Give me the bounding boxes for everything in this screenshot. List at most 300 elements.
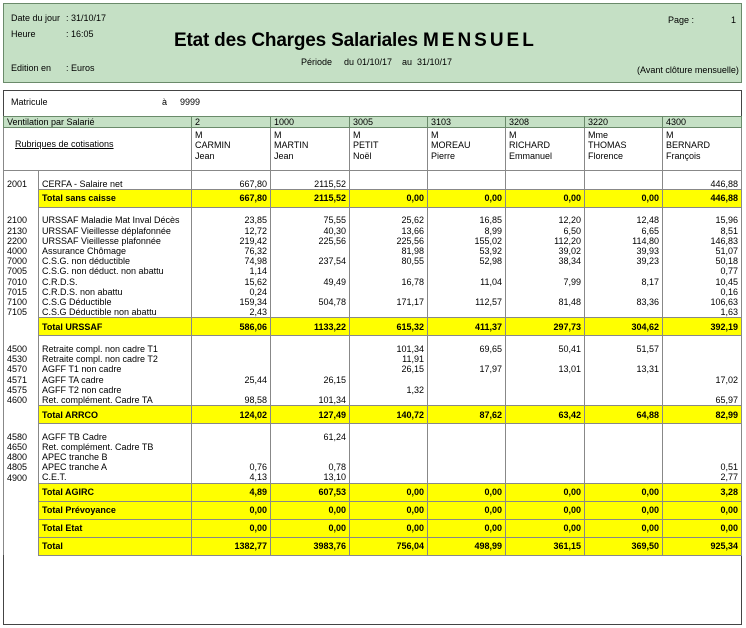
total-code-cell	[4, 519, 39, 537]
rubrique-value: 446,88	[663, 179, 742, 190]
rubrique-code: 4580	[4, 432, 39, 442]
rubrique-value	[350, 452, 428, 462]
matricule-label: Matricule	[11, 97, 48, 107]
total-value: 0,00	[506, 519, 585, 537]
rubrique-value: 16,78	[350, 277, 428, 287]
total-value: 615,32	[350, 318, 428, 336]
table-row	[4, 344, 742, 354]
rubrique-value	[585, 452, 663, 462]
total-value: 411,37	[428, 318, 506, 336]
table-row	[4, 297, 742, 307]
rubrique-value: 52,98	[428, 256, 506, 266]
rubrique-value: 65,97	[663, 395, 742, 406]
total-label: Total	[39, 537, 192, 555]
rubrique-value: 16,85	[428, 215, 506, 225]
rubrique-value	[350, 462, 428, 472]
rubrique-value: 53,92	[428, 246, 506, 256]
rubrique-label: Ret. complément. Cadre TB	[39, 442, 192, 452]
rubrique-value: 81,98	[350, 246, 428, 256]
rubrique-value: 0,24	[192, 287, 271, 297]
rubrique-value: 225,56	[350, 236, 428, 246]
employee-id: 3208	[506, 117, 585, 128]
rubrique-label: C.S.G Déductible non abattu	[39, 307, 192, 318]
rubriques-label: Rubriques de cotisations	[15, 139, 114, 150]
spacer-cell	[4, 171, 39, 179]
rubrique-value	[428, 385, 506, 395]
rubrique-value	[350, 442, 428, 452]
rubrique-value: 11,91	[350, 354, 428, 364]
employee-id: 3220	[585, 117, 663, 128]
period-label: Période	[301, 57, 333, 67]
employee-title: M	[274, 130, 282, 141]
ventilation-label: Ventilation par Salarié	[4, 117, 192, 128]
total-row	[4, 406, 742, 424]
rubrique-value	[428, 432, 506, 442]
rubrique-value	[506, 307, 585, 318]
rubrique-value: 504,78	[271, 297, 350, 307]
page-label: Page :	[668, 15, 695, 25]
spacer-cell	[663, 424, 742, 432]
rubrique-value	[585, 442, 663, 452]
employee-last: THOMAS	[588, 140, 627, 151]
rubrique-value	[428, 354, 506, 364]
rubrique-value	[271, 307, 350, 318]
date-label: Date du jour	[11, 13, 61, 23]
rubrique-value	[506, 375, 585, 385]
rubrique-value: 25,44	[192, 375, 271, 385]
rubrique-value: 39,23	[585, 256, 663, 266]
rubrique-value: 51,07	[663, 246, 742, 256]
rubrique-value	[428, 462, 506, 472]
rubrique-value	[428, 395, 506, 406]
employee-title: M	[195, 130, 203, 141]
spacer-cell	[663, 207, 742, 215]
report-title	[174, 30, 537, 52]
rubrique-value: 74,98	[192, 256, 271, 266]
rubrique-value	[585, 307, 663, 318]
spacer-cell	[271, 171, 350, 179]
rubrique-value	[585, 462, 663, 472]
rubrique-value	[663, 354, 742, 364]
rubrique-value	[271, 364, 350, 374]
table-row	[4, 442, 742, 452]
spacer-cell	[350, 336, 428, 344]
total-row	[4, 501, 742, 519]
rubrique-value	[192, 385, 271, 395]
table-row	[4, 452, 742, 462]
rubrique-value	[271, 246, 350, 256]
rubrique-value	[271, 385, 350, 395]
spacer-cell	[506, 207, 585, 215]
rubrique-label: Ret. complément. Cadre TA	[39, 395, 192, 406]
rubrique-value: 1,32	[350, 385, 428, 395]
rubrique-value	[506, 287, 585, 297]
total-value: 4,89	[192, 483, 271, 501]
employee-name-cell	[350, 128, 428, 171]
rubrique-value	[506, 442, 585, 452]
report-header	[3, 3, 742, 83]
total-value: 304,62	[585, 318, 663, 336]
rubrique-label: URSSAF Vieillesse déplafonnée	[39, 226, 192, 236]
total-value: 0,00	[585, 483, 663, 501]
spacer-cell	[350, 424, 428, 432]
table-row	[4, 266, 742, 276]
total-row	[4, 189, 742, 207]
rubrique-value	[585, 375, 663, 385]
employee-name-cell	[506, 128, 585, 171]
spacer-cell	[506, 171, 585, 179]
total-value: 0,00	[350, 189, 428, 207]
spacer-cell	[192, 424, 271, 432]
rubrique-code: 4650	[4, 442, 39, 452]
rubrique-code: 7000	[4, 256, 39, 266]
total-value: 0,00	[271, 501, 350, 519]
rubrique-value	[506, 472, 585, 483]
rubrique-code: 4900	[4, 472, 39, 483]
status-note: (Avant clôture mensuelle)	[637, 65, 739, 75]
total-value: 3983,76	[271, 537, 350, 555]
spacer-cell	[428, 207, 506, 215]
period-from-label: du	[344, 57, 355, 67]
rubrique-code: 2100	[4, 215, 39, 225]
total-label: Total Etat	[39, 519, 192, 537]
rubrique-value: 13,10	[271, 472, 350, 483]
rubrique-value: 6,65	[585, 226, 663, 236]
matricule-value: 9999	[180, 97, 201, 107]
rubriques-header	[4, 128, 192, 171]
rubrique-value: 146,83	[663, 236, 742, 246]
rubrique-label: C.R.D.S. non abattu	[39, 287, 192, 297]
total-value: 0,00	[585, 189, 663, 207]
rubrique-value: 15,96	[663, 215, 742, 225]
rubrique-value: 1,14	[192, 266, 271, 276]
total-value: 586,06	[192, 318, 271, 336]
total-value: 297,73	[506, 318, 585, 336]
rubrique-label: C.E.T.	[39, 472, 192, 483]
rubrique-value: 25,62	[350, 215, 428, 225]
employee-id: 4300	[663, 117, 742, 128]
employee-name-cell	[271, 128, 350, 171]
rubrique-value: 0,78	[271, 462, 350, 472]
time-value: : 16:05	[66, 29, 94, 39]
rubrique-value	[585, 179, 663, 190]
total-value: 0,00	[350, 519, 428, 537]
rubrique-value: 26,15	[350, 364, 428, 374]
employee-id: 3005	[350, 117, 428, 128]
rubrique-value: 0,16	[663, 287, 742, 297]
rubrique-value: 10,45	[663, 277, 742, 287]
rubrique-value: 38,34	[506, 256, 585, 266]
total-value: 607,53	[271, 483, 350, 501]
rubrique-value	[192, 452, 271, 462]
total-value: 0,00	[192, 501, 271, 519]
date-value: : 31/10/17	[66, 13, 107, 23]
rubrique-value: 155,02	[428, 236, 506, 246]
table-row	[4, 215, 742, 225]
rubrique-value: 0,51	[663, 462, 742, 472]
table-row	[4, 256, 742, 266]
rubrique-value: 80,55	[350, 256, 428, 266]
rubrique-value: 225,56	[271, 236, 350, 246]
rubrique-value: 114,80	[585, 236, 663, 246]
table-row	[4, 375, 742, 385]
spacer-row	[4, 336, 742, 344]
rubrique-value	[350, 179, 428, 190]
matricule-row	[4, 91, 741, 113]
rubrique-code: 7010	[4, 277, 39, 287]
employee-first: Jean	[195, 150, 215, 161]
total-value: 140,72	[350, 406, 428, 424]
total-value: 0,00	[506, 189, 585, 207]
spacer-cell	[39, 171, 192, 179]
rubrique-label: Retraite compl. non cadre T2	[39, 354, 192, 364]
total-value: 0,00	[428, 519, 506, 537]
spacer-cell	[4, 336, 39, 344]
rubrique-code: 4570	[4, 364, 39, 374]
rubrique-value: 15,62	[192, 277, 271, 287]
rubrique-value	[506, 385, 585, 395]
table-row	[4, 472, 742, 483]
total-value: 2115,52	[271, 189, 350, 207]
rubrique-label: AGFF TA cadre	[39, 375, 192, 385]
rubrique-code: 4800	[4, 452, 39, 462]
rubrique-value	[350, 287, 428, 297]
employee-name-cell	[192, 128, 271, 171]
employee-id: 3103	[428, 117, 506, 128]
rubrique-label: URSSAF Vieillesse plafonnée	[39, 236, 192, 246]
rubrique-value: 101,34	[271, 395, 350, 406]
total-label: Total Prévoyance	[39, 501, 192, 519]
rubrique-value	[585, 354, 663, 364]
spacer-cell	[192, 171, 271, 179]
rubrique-value	[663, 385, 742, 395]
total-value: 0,00	[585, 501, 663, 519]
rubrique-value	[271, 344, 350, 354]
total-value: 0,00	[271, 519, 350, 537]
rubrique-value	[506, 432, 585, 442]
page-number: 1	[731, 15, 737, 25]
rubrique-value: 0,76	[192, 462, 271, 472]
spacer-row	[4, 171, 742, 179]
total-code-cell	[4, 189, 39, 207]
rubrique-code: 7105	[4, 307, 39, 318]
employee-last: MOREAU	[431, 140, 471, 151]
spacer-cell	[39, 424, 192, 432]
spacer-cell	[39, 207, 192, 215]
rubrique-value: 2,77	[663, 472, 742, 483]
rubrique-label: URSSAF Maladie Mat Inval Décès	[39, 215, 192, 225]
rubrique-code: 4575	[4, 385, 39, 395]
rubrique-value	[428, 179, 506, 190]
rubrique-value	[428, 472, 506, 483]
spacer-cell	[192, 207, 271, 215]
rubrique-value: 69,65	[428, 344, 506, 354]
rubrique-value	[192, 364, 271, 374]
rubrique-value	[428, 375, 506, 385]
rubrique-value	[271, 442, 350, 452]
rubrique-label: C.S.G. non déductible	[39, 256, 192, 266]
spacer-cell	[428, 171, 506, 179]
rubrique-value: 12,48	[585, 215, 663, 225]
period-to: 31/10/17	[417, 57, 453, 67]
spacer-cell	[350, 207, 428, 215]
table-row	[4, 179, 742, 190]
employee-first: François	[666, 150, 701, 161]
rubrique-value	[350, 395, 428, 406]
rubrique-value: 8,17	[585, 277, 663, 287]
total-value: 0,00	[350, 483, 428, 501]
rubrique-value: 23,85	[192, 215, 271, 225]
spacer-cell	[428, 336, 506, 344]
rubrique-value: 2,43	[192, 307, 271, 318]
rubrique-value	[506, 266, 585, 276]
rubrique-value	[506, 395, 585, 406]
total-row	[4, 318, 742, 336]
rubrique-code: 4000	[4, 246, 39, 256]
rubrique-value: 667,80	[192, 179, 271, 190]
total-row	[4, 519, 742, 537]
rubrique-value: 17,02	[663, 375, 742, 385]
rubrique-label: Retraite compl. non cadre T1	[39, 344, 192, 354]
rubrique-value	[428, 266, 506, 276]
employee-title: M	[509, 130, 517, 141]
total-value: 87,62	[428, 406, 506, 424]
total-label: Total sans caisse	[39, 189, 192, 207]
spacer-cell	[585, 171, 663, 179]
time-label: Heure	[11, 29, 36, 39]
rubrique-value	[506, 179, 585, 190]
rubrique-value	[271, 287, 350, 297]
employee-first: Emmanuel	[509, 150, 553, 161]
rubrique-value	[663, 432, 742, 442]
rubrique-value: 112,20	[506, 236, 585, 246]
spacer-cell	[4, 424, 39, 432]
total-value: 127,49	[271, 406, 350, 424]
total-value: 64,88	[585, 406, 663, 424]
edition-label: Edition en	[11, 63, 52, 73]
spacer-row	[4, 424, 742, 432]
rubrique-value: 50,18	[663, 256, 742, 266]
table-row	[4, 462, 742, 472]
table-row	[4, 364, 742, 374]
rubrique-label: CERFA - Salaire net	[39, 179, 192, 190]
employee-last: MARTIN	[274, 140, 309, 151]
rubrique-value	[663, 452, 742, 462]
employee-first: Pierre	[431, 150, 456, 161]
employee-last: PETIT	[353, 140, 379, 151]
total-value: 756,04	[350, 537, 428, 555]
rubrique-value	[506, 452, 585, 462]
rubrique-value: 6,50	[506, 226, 585, 236]
employee-name-cell	[585, 128, 663, 171]
total-code-cell	[4, 537, 39, 555]
total-row	[4, 483, 742, 501]
rubrique-code: 4571	[4, 375, 39, 385]
total-code-cell	[4, 318, 39, 336]
rubrique-label: APEC tranche B	[39, 452, 192, 462]
total-code-cell	[4, 483, 39, 501]
total-value: 392,19	[663, 318, 742, 336]
rubrique-value	[192, 344, 271, 354]
total-value: 82,99	[663, 406, 742, 424]
total-code-cell	[4, 406, 39, 424]
rubrique-value: 112,57	[428, 297, 506, 307]
total-value: 124,02	[192, 406, 271, 424]
rubrique-value	[271, 452, 350, 462]
rubrique-value: 26,15	[271, 375, 350, 385]
total-value: 0,00	[506, 483, 585, 501]
rubrique-value	[192, 432, 271, 442]
table-row	[4, 307, 742, 318]
rubrique-value	[585, 432, 663, 442]
edition-value: : Euros	[66, 63, 95, 73]
rubrique-code: 2001	[4, 179, 39, 190]
spacer-cell	[506, 424, 585, 432]
employee-name-cell	[663, 128, 742, 171]
rubrique-value: 11,04	[428, 277, 506, 287]
rubrique-value: 101,34	[350, 344, 428, 354]
rubrique-value	[428, 452, 506, 462]
employee-title: M	[666, 130, 674, 141]
rubrique-value: 219,42	[192, 236, 271, 246]
rubrique-value: 12,20	[506, 215, 585, 225]
rubrique-label: APEC tranche A	[39, 462, 192, 472]
total-value: 498,99	[428, 537, 506, 555]
spacer-cell	[428, 424, 506, 432]
employee-id-row	[4, 117, 742, 128]
employee-first: Noël	[353, 150, 372, 161]
total-value: 446,88	[663, 189, 742, 207]
report-title-suffix: MENSUEL	[422, 30, 537, 51]
employee-id: 2	[192, 117, 271, 128]
rubrique-value	[192, 442, 271, 452]
rubrique-value: 39,93	[585, 246, 663, 256]
total-label: Total AGIRC	[39, 483, 192, 501]
rubrique-code: 2200	[4, 236, 39, 246]
spacer-cell	[271, 207, 350, 215]
rubrique-value	[506, 462, 585, 472]
total-value: 63,42	[506, 406, 585, 424]
spacer-cell	[4, 207, 39, 215]
rubrique-label: C.S.G Déductible	[39, 297, 192, 307]
employee-title: M	[353, 130, 361, 141]
rubrique-value: 81,48	[506, 297, 585, 307]
rubrique-value	[350, 432, 428, 442]
rubrique-label: C.R.D.S.	[39, 277, 192, 287]
rubrique-value	[663, 364, 742, 374]
rubrique-value: 4,13	[192, 472, 271, 483]
rubrique-value: 98,58	[192, 395, 271, 406]
rubrique-value	[428, 307, 506, 318]
rubrique-code: 2130	[4, 226, 39, 236]
total-value: 0,00	[663, 501, 742, 519]
rubrique-value: 49,49	[271, 277, 350, 287]
rubrique-label: AGFF T1 non cadre	[39, 364, 192, 374]
total-value: 0,00	[428, 189, 506, 207]
employee-title: Mme	[588, 130, 608, 141]
rubrique-value	[585, 472, 663, 483]
rubrique-value	[506, 354, 585, 364]
employee-title: M	[431, 130, 439, 141]
rubrique-label: AGFF TB Cadre	[39, 432, 192, 442]
rubrique-value	[663, 442, 742, 452]
table-row	[4, 287, 742, 297]
rubrique-value: 76,32	[192, 246, 271, 256]
total-value: 667,80	[192, 189, 271, 207]
rubrique-value: 51,57	[585, 344, 663, 354]
rubrique-value: 8,51	[663, 226, 742, 236]
total-value: 0,00	[663, 519, 742, 537]
